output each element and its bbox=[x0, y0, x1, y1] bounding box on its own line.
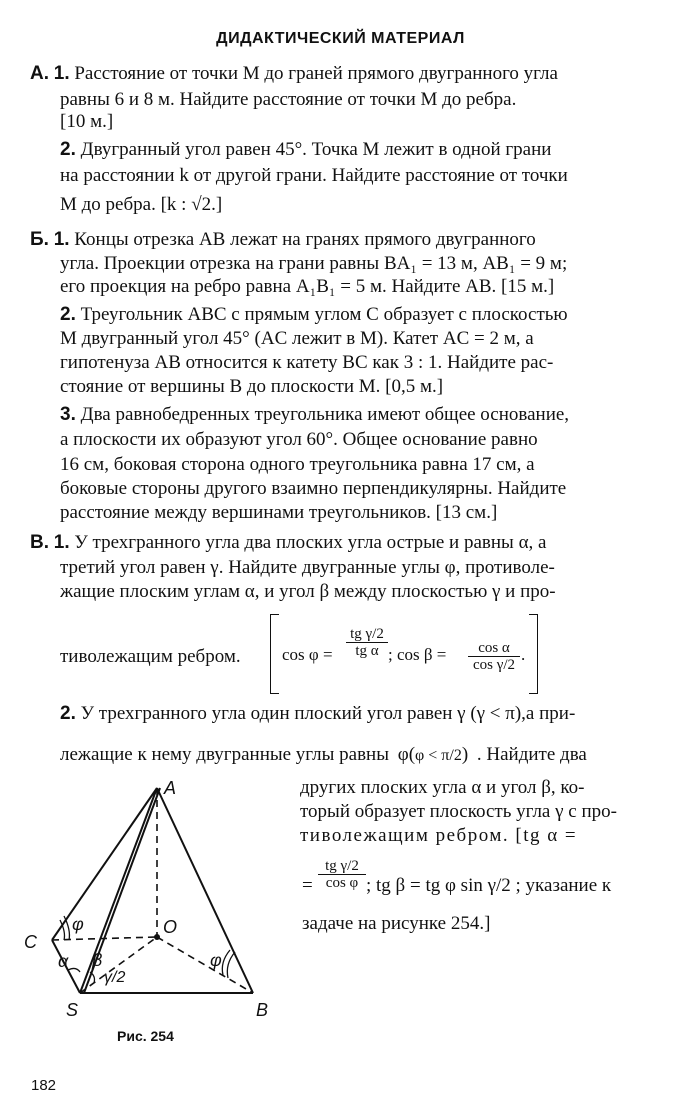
formula-eq: = bbox=[302, 875, 313, 896]
segment-ob bbox=[157, 937, 253, 993]
problem-text: У трехгранного угла один плоский угол равен γ (γ < π),а при- bbox=[80, 703, 576, 724]
problem-a2-line2: на расстоянии k от другой грани. Найдите расстояние от точки bbox=[60, 165, 568, 186]
problem-v1-line2: третий угол равен γ. Найдите двугранные углы φ, противоле- bbox=[60, 557, 555, 578]
problem-text: Расстояние от точки M до граней прямого двугранного угла bbox=[74, 63, 558, 84]
point-o bbox=[154, 934, 160, 940]
figure-254 bbox=[20, 780, 290, 1020]
problem-text: У трехгранного угла два плоских угла острые и равны α, а bbox=[74, 532, 547, 553]
fraction-numerator: tg γ/2 bbox=[325, 858, 359, 874]
page-title: ДИДАКТИЧЕСКИЙ МАТЕРИАЛ bbox=[216, 30, 465, 47]
problem-text: Два равнобедренных треугольника имеют общее основание, bbox=[80, 404, 570, 425]
problem-b3-line2: а плоскости их образуют угол 60°. Общее основание равно bbox=[60, 429, 538, 450]
problem-a2-line3: M до ребра. [k : √2.] bbox=[60, 194, 223, 215]
label-alpha: α bbox=[58, 951, 69, 971]
problem-number: 1. bbox=[53, 229, 70, 250]
problem-number: 3. bbox=[60, 404, 76, 425]
phi-symbol: φ bbox=[397, 744, 409, 765]
arc-phi2b bbox=[227, 952, 235, 978]
problem-b2-line1 bbox=[60, 303, 568, 327]
section-marker: А. bbox=[30, 63, 49, 84]
fraction-denominator: cos γ/2 bbox=[468, 656, 520, 673]
problem-v2-line1 bbox=[60, 702, 575, 726]
problem-v1-line4: тиволежащим ребром. bbox=[60, 646, 241, 667]
formula-rest: ; tg β = tg φ sin γ/2 ; указание к bbox=[366, 875, 612, 896]
label-a: A bbox=[164, 780, 177, 798]
fraction-1 bbox=[346, 626, 388, 659]
problem-v2-line7: задаче на рисунке 254.] bbox=[302, 913, 491, 934]
label-phi-2: φ bbox=[210, 950, 222, 970]
problem-v1-line1 bbox=[30, 531, 546, 555]
problem-number: 2. bbox=[60, 304, 76, 325]
problem-a1-line2: равны 6 и 8 м. Найдите расстояние от точки M до ребра. bbox=[60, 89, 517, 110]
problem-text: лежащие к нему двугранные углы равны bbox=[60, 744, 389, 765]
fraction-3 bbox=[318, 858, 366, 891]
label-phi-1: φ bbox=[72, 914, 84, 934]
label-beta: β bbox=[92, 950, 103, 970]
problem-text: . Найдите два bbox=[476, 744, 587, 765]
label-gamma-half: γ/2 bbox=[104, 969, 126, 986]
page-number: 182 bbox=[31, 1077, 57, 1094]
problem-b1-line2: угла. Проекции отрезка на грани равны BA₁ = 13 м, AB₁ = 9 м; bbox=[60, 253, 568, 274]
problem-a1-line1 bbox=[30, 62, 558, 86]
edge-ab bbox=[157, 788, 253, 993]
arc-alpha bbox=[68, 968, 80, 972]
figure-caption: Рис. 254 bbox=[117, 1028, 174, 1044]
problem-v1-line3: жащие плоским углам α, и угол β между плоскостью γ и про- bbox=[60, 581, 556, 602]
label-s: S bbox=[66, 1000, 79, 1020]
problem-b3-line4: боковые стороны другого взаимно перпендикулярны. Найдите bbox=[60, 478, 567, 499]
label-o: O bbox=[163, 917, 178, 937]
problem-b2-line2: M двугранный угол 45° (AC лежит в M). Катет AC = 2 м, а bbox=[60, 328, 534, 349]
problem-number: 2. bbox=[60, 703, 76, 724]
problem-number: 1. bbox=[53, 63, 70, 84]
problem-b3-line1 bbox=[60, 403, 569, 427]
problem-b1-line3: его проекция на ребро равна A₁B₁ = 5 м. Найдите AB. [15 м.] bbox=[60, 276, 555, 297]
label-b: B bbox=[256, 1000, 269, 1020]
problem-v2-line4: торый образует плоскость угла γ с про- bbox=[300, 801, 617, 822]
problem-text: Треугольник ABC с прямым углом C образует с плоскостью bbox=[80, 304, 568, 325]
left-bracket bbox=[270, 614, 279, 694]
fraction-numerator: cos α bbox=[478, 640, 510, 656]
formula-end: . bbox=[521, 645, 526, 664]
label-c: C bbox=[24, 932, 37, 952]
problem-a1-answer: [10 м.] bbox=[60, 111, 114, 132]
edge-ac bbox=[52, 788, 157, 940]
problem-v2-line2 bbox=[60, 743, 587, 768]
problem-number: 2. bbox=[60, 139, 76, 160]
problem-b1-line1 bbox=[30, 228, 536, 252]
section-marker: В. bbox=[30, 532, 49, 553]
fraction-numerator: tg γ/2 bbox=[350, 626, 384, 642]
section-marker: Б. bbox=[30, 229, 49, 250]
formula-phi-condition: φ(φ < π/2) bbox=[397, 744, 469, 765]
problem-b2-line3: гипотенуза AB относится к катету BC как 3 : 1. Найдите рас- bbox=[60, 352, 554, 373]
formula-cos-phi: cos φ = bbox=[282, 645, 333, 664]
problem-v2-line3: других плоских угла α и угол β, ко- bbox=[300, 777, 585, 798]
right-bracket bbox=[529, 614, 538, 694]
fraction-denominator: cos φ bbox=[318, 874, 366, 891]
problem-b2-line4: стояние от вершины B до плоскости M. [0,5 м.] bbox=[60, 376, 444, 397]
problem-text: Двугранный угол равен 45°. Точка M лежит в одной грани bbox=[80, 139, 552, 160]
phi-condition: φ < π/2 bbox=[415, 747, 462, 764]
problem-a2-line1 bbox=[60, 138, 551, 162]
problem-number: 1. bbox=[53, 532, 70, 553]
problem-text: Концы отрезка AB лежат на гранях прямого двугранного bbox=[74, 229, 536, 250]
problem-b3-line3: 16 см, боковая сторона одного треугольника равна 17 см, а bbox=[60, 454, 535, 475]
fraction-denominator: tg α bbox=[346, 642, 388, 659]
problem-b3-line5: расстояние между вершинами треугольников. [13 см.] bbox=[60, 502, 498, 523]
fraction-2 bbox=[468, 640, 520, 673]
formula-cos-beta: ; cos β = bbox=[388, 645, 447, 664]
problem-v2-line5: тиволежащим ребром. [tg α = bbox=[300, 825, 578, 846]
